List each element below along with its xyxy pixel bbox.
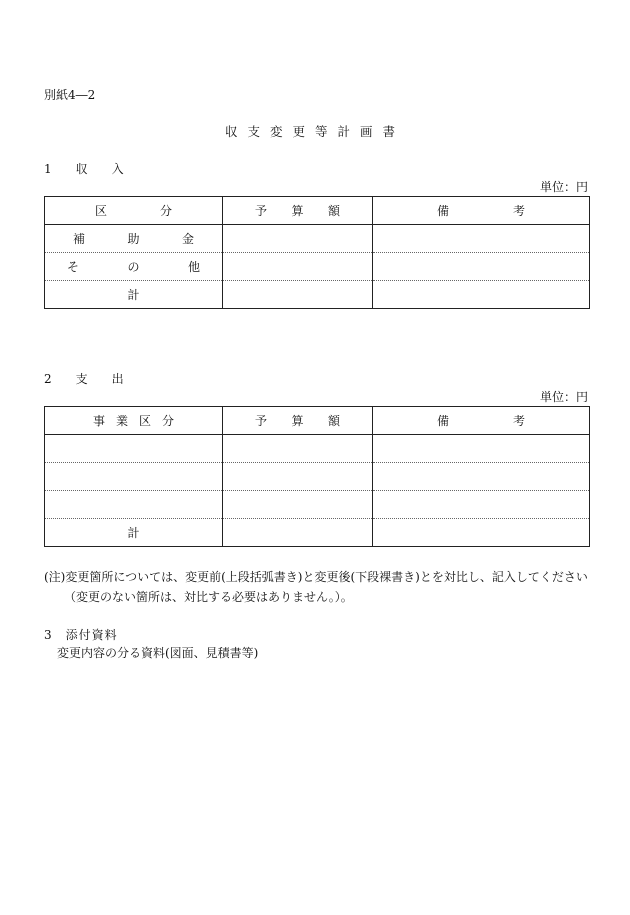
remarks-cell[interactable] xyxy=(373,491,590,519)
remarks-cell[interactable] xyxy=(373,435,590,463)
document-title: 収支変更等計画書 xyxy=(224,124,405,139)
budget-cell[interactable] xyxy=(223,463,373,491)
attachments-body: 変更内容の分る資料(図面、見積書等) xyxy=(57,646,259,660)
income-unit-label: 単位：円 xyxy=(539,180,588,194)
category-cell[interactable] xyxy=(45,435,223,463)
income-header-row xyxy=(45,197,590,225)
row-label-subsidy: 補 助 金 xyxy=(45,225,223,253)
expense-header-row xyxy=(45,407,590,435)
table-row xyxy=(45,253,590,281)
total-label: 計 xyxy=(45,519,223,547)
note-line-2: （変更のない箇所は、対比する必要はありません。）。 xyxy=(64,590,353,604)
total-label: 計 xyxy=(45,281,223,309)
header-remarks: 備 考 xyxy=(373,197,590,225)
budget-cell[interactable] xyxy=(223,491,373,519)
table-row xyxy=(45,225,590,253)
header-budget: 予 算 額 xyxy=(223,407,373,435)
header-remarks: 備 考 xyxy=(373,407,590,435)
table-row xyxy=(45,463,590,491)
header-budget: 予 算 額 xyxy=(223,197,373,225)
budget-cell[interactable] xyxy=(223,519,373,547)
expense-heading: 2 支 出 xyxy=(44,372,130,386)
income-heading: 1 収 入 xyxy=(44,162,130,176)
total-row xyxy=(45,281,590,309)
expense-table xyxy=(44,406,590,547)
budget-cell[interactable] xyxy=(223,225,373,253)
remarks-cell[interactable] xyxy=(373,519,590,547)
income-table xyxy=(44,196,590,309)
attachments-heading: 3 添付資料 xyxy=(44,628,118,642)
remarks-cell[interactable] xyxy=(373,463,590,491)
header-category: 区 分 xyxy=(45,197,223,225)
total-row xyxy=(45,519,590,547)
table-row xyxy=(45,491,590,519)
budget-cell[interactable] xyxy=(223,253,373,281)
remarks-cell[interactable] xyxy=(373,225,590,253)
header-project-category: 事 業 区 分 xyxy=(45,407,223,435)
category-cell[interactable] xyxy=(45,463,223,491)
annex-label: 別紙4―2 xyxy=(44,88,96,102)
budget-cell[interactable] xyxy=(223,435,373,463)
budget-cell[interactable] xyxy=(223,281,373,309)
note-line-1: (注)変更箇所については、変更前(上段括弧書き)と変更後(下段裸書き)とを対比し、記入してください xyxy=(44,570,588,584)
row-label-other: そ の 他 xyxy=(45,253,223,281)
table-row xyxy=(45,435,590,463)
remarks-cell[interactable] xyxy=(373,281,590,309)
expense-unit-label: 単位：円 xyxy=(539,390,588,404)
category-cell[interactable] xyxy=(45,491,223,519)
remarks-cell[interactable] xyxy=(373,253,590,281)
